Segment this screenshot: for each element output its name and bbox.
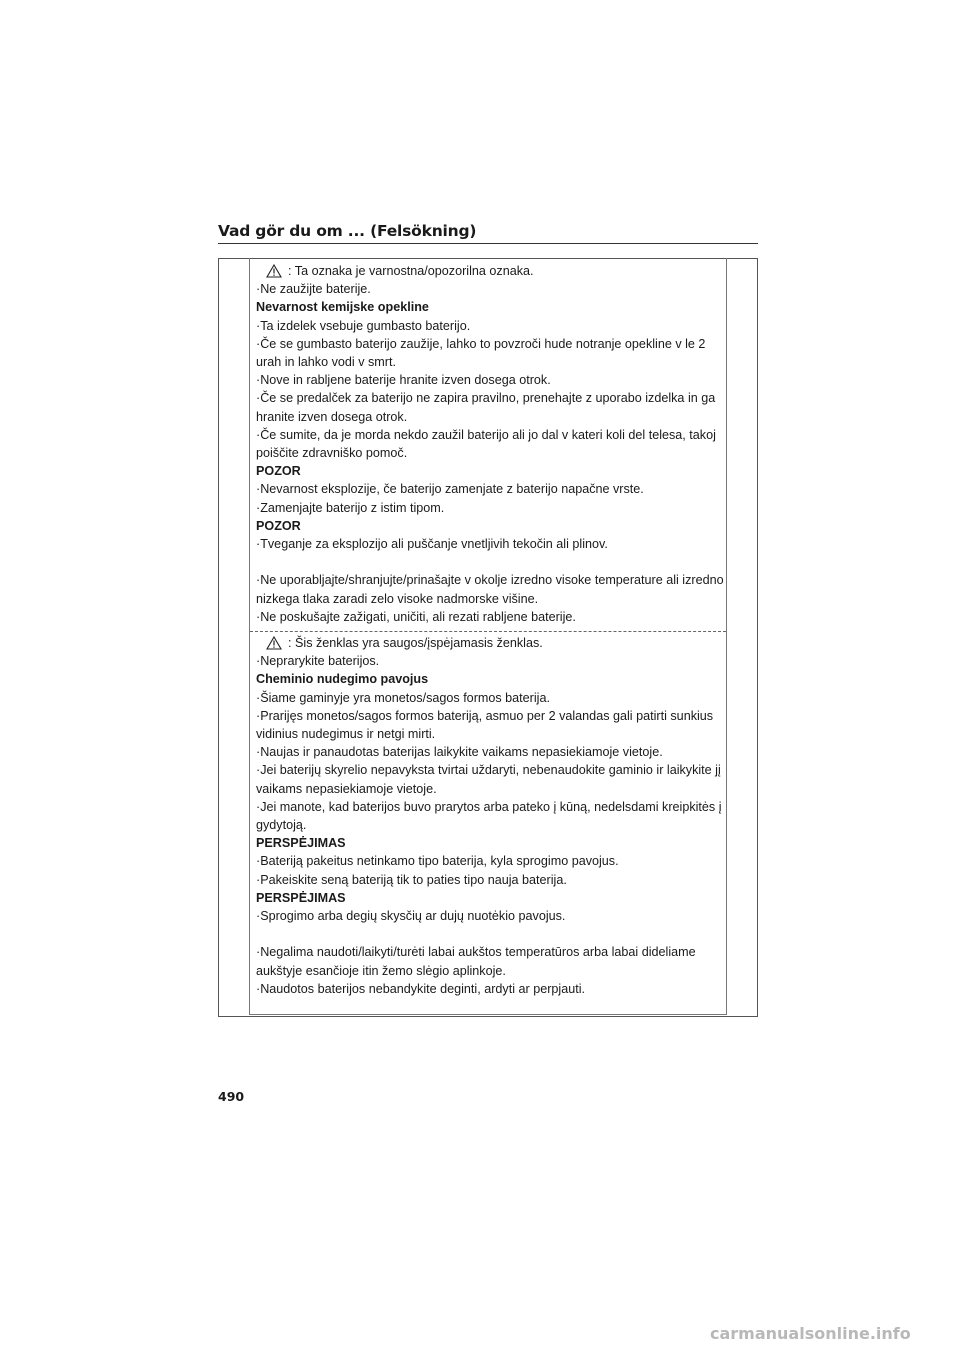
bullet-line: ·Nove in rabljene baterije hranite izven dosega otrok. [256,373,551,388]
page-number: 490 [218,1089,245,1104]
bullet-line: ·Naudotos baterijos nebandykite deginti, ardyti ar perpjauti. [256,981,586,996]
slovenian-warning-label: : Ta oznaka je varnostna/opozorilna oznaka. [288,264,534,278]
bullet-line: ·Pakeiskite seną bateriją tik to paties tipo nauja baterija. [256,872,567,887]
bullet-line: ·Če se predalček za baterijo ne zapira pravilno, prenehajte z uporabo izdelka in ga hranite izven dosega otrok. [256,391,716,424]
bullet-line: ·Ne zaužijte baterije. [256,282,371,297]
bullet-line: ·Če se gumbasto baterijo zaužije, lahko to povzroči hude notranje opekline v le 2 urah in lahko vodi v smrt. [256,336,706,370]
bullet-line: ·Jei manote, kad baterijos buvo prarytos arba pateko į kūną, nedelsdami kreipkitės į gydytoją. [256,799,722,833]
bullet-line: ·Negalima naudoti/laikyti/turėti labai aukštos temperatūros arba labai dideliame aukštyje esančioje itin žemo slėgio aplinkoje. [256,945,696,978]
section-heading: Cheminio nudegimo pavojus [256,672,429,687]
slovenian-section [256,262,724,626]
section-heading: Nevarnost kemijske opekline [256,300,429,315]
bullet-line: ·Zamenjajte baterijo z istim tipom. [256,500,445,515]
bullet-line: ·Tveganje za eksplozijo ali puščanje vnetljivih tekočin ali plinov. [256,537,608,552]
lithuanian-warning-label: : Šis ženklas yra saugos/įspėjamasis ženklas. [288,636,543,650]
bullet-line: ·Prarijęs monetos/sagos formos bateriją, asmuo per 2 valandas gali patirti sunkius vidinius nudegimus ir netgi mirti. [256,708,714,742]
section-heading: POZOR [256,518,301,533]
bullet-line: ·Nevarnost eksplozije, če baterijo zamenjate z baterijo napačne vrste. [256,482,644,497]
bullet-line: ·Sprogimo arba degių skysčių ar dujų nuotėkio pavojus. [256,909,566,924]
bullet-line: ·Šiame gaminyje yra monetos/sagos formos baterija. [256,690,550,705]
bullet-line: ·Če sumite, da je morda nekdo zaužil baterijo ali jo dal v kateri koli del telesa, takoj poiščite zdravniško pomoč. [256,427,716,461]
bullet-line: ·Ne poskušajte zažigati, uničiti, ali rezati rabljene baterije. [256,609,576,624]
slovenian-warning-line [256,262,724,280]
bullet-line: ·Naujas ir panaudotas baterijas laikykite vaikams nepasiekiamoje vietoje. [256,745,663,760]
section-divider [250,631,726,632]
section-heading: POZOR [256,464,301,479]
page-header-title: Vad gör du om ... (Felsökning) [218,222,477,240]
lithuanian-lines [256,652,724,998]
bullet-line: ·Bateriją pakeitus netinkamo tipo baterija, kyla sprogimo pavojus. [256,854,619,869]
lithuanian-section [256,634,724,998]
blank-line [256,925,724,943]
watermark: carmanualsonline.info [710,1324,911,1343]
lithuanian-warning-line [256,634,724,652]
bullet-line: ·Neprarykite baterijos. [256,654,380,669]
blank-line [256,553,724,571]
warning-triangle-icon [266,636,282,650]
bullet-line: ·Ne uporabljajte/shranjujte/prinašajte v okolje izredno visoke temperature ali izredno nizkega tlaka zaradi zelo visoke nadmorske višine. [256,573,724,606]
warning-triangle-icon [266,264,282,278]
slovenian-lines [256,280,724,626]
header-rule [218,243,758,244]
bullet-line: ·Ta izdelek vsebuje gumbasto baterijo. [256,318,471,333]
section-heading: PERSPĖJIMAS [256,836,346,851]
section-heading: PERSPĖJIMAS [256,890,346,905]
bullet-line: ·Jei baterijų skyrelio nepavyksta tvirtai uždaryti, nebenaudokite gaminio ir laikykite jį vaikams nepasiekiamoje vietoje. [256,763,721,796]
